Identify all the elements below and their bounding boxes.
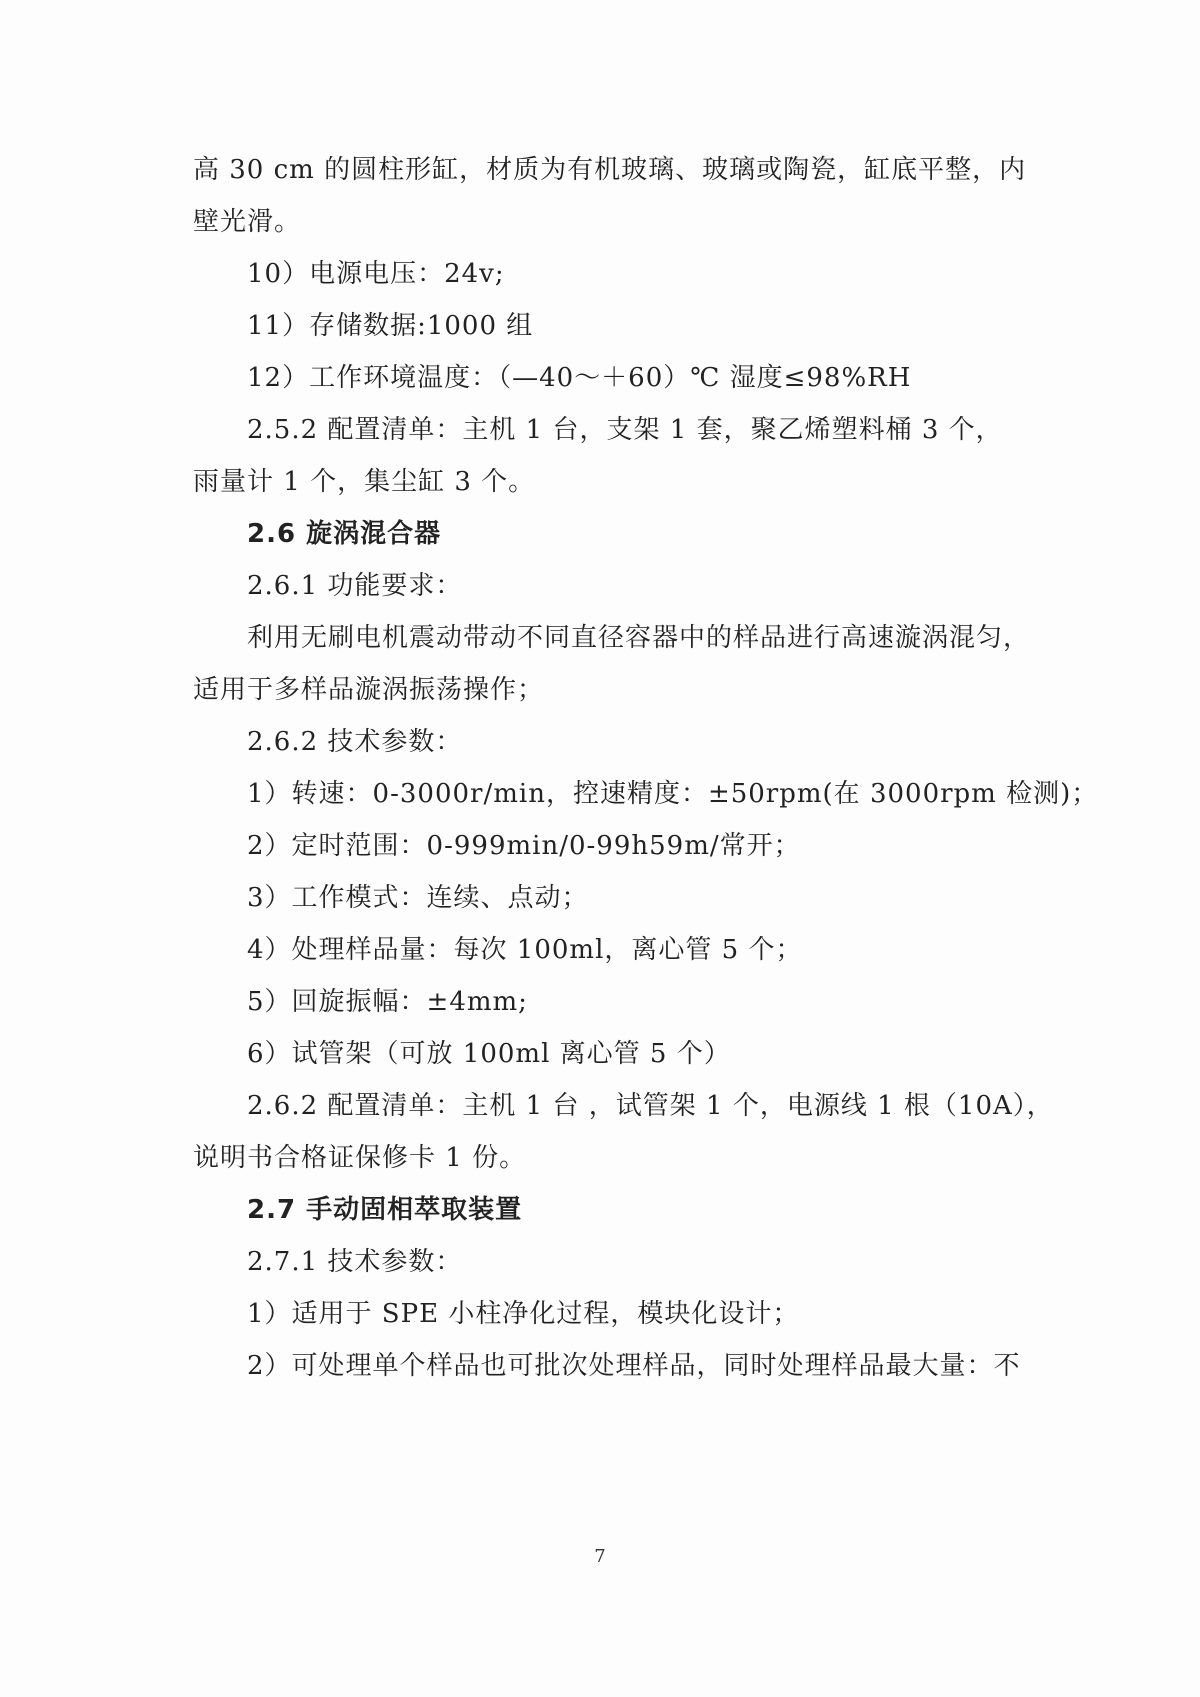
text-line: 10）电源电压：24v; bbox=[247, 259, 505, 289]
section-heading: 2.7 手动固相萃取装置 bbox=[247, 1195, 523, 1225]
text-line: 2）可处理单个样品也可批次处理样品，同时处理样品最大量：不 bbox=[247, 1351, 1021, 1381]
text-line: 壁光滑。 bbox=[193, 207, 302, 237]
text-line: 3）工作模式：连续、点动； bbox=[247, 883, 589, 913]
text-line: 雨量计 1 个，集尘缸 3 个。 bbox=[193, 467, 536, 497]
text-line: 高 30 cm 的圆柱形缸，材质为有机玻璃、玻璃或陶瓷，缸底平整，内 bbox=[193, 155, 1027, 185]
text-line: 适用于多样品漩涡振荡操作； bbox=[193, 675, 545, 705]
section-heading: 2.6 旋涡混合器 bbox=[247, 519, 442, 549]
text-line: 2.6.1 功能要求： bbox=[247, 571, 463, 601]
text-line: 11）存储数据:1000 组 bbox=[247, 311, 534, 341]
text-line: 2.5.2 配置清单：主机 1 台，支架 1 套，聚乙烯塑料桶 3 个， bbox=[247, 415, 1003, 445]
text-line: 2）定时范围：0-999min/0-99h59m/常开； bbox=[247, 831, 801, 861]
text-line: 说明书合格证保修卡 1 份。 bbox=[193, 1143, 527, 1173]
text-line: 6）试管架（可放 100ml 离心管 5 个） bbox=[247, 1039, 731, 1069]
text-line: 1）适用于 SPE 小柱净化过程，模块化设计； bbox=[247, 1299, 800, 1329]
text-line: 2.6.2 配置清单：主机 1 台 ，试管架 1 个，电源线 1 根（10A）， bbox=[247, 1091, 1054, 1121]
text-line: 4）处理样品量：每次 100ml，离心管 5 个； bbox=[247, 935, 803, 965]
text-line: 利用无刷电机震动带动不同直径容器中的样品进行高速漩涡混匀， bbox=[247, 623, 1031, 653]
text-line: 1）转速：0-3000r/min，控速精度：±50rpm(在 3000rpm 检测)； bbox=[247, 779, 1099, 809]
text-line: 2.6.2 技术参数： bbox=[247, 727, 463, 757]
text-line: 2.7.1 技术参数： bbox=[247, 1247, 463, 1277]
text-line: 12）工作环境温度：（—40～＋60）℃ 湿度≤98%RH bbox=[247, 363, 912, 393]
text-line: 5）回旋振幅：±4mm; bbox=[247, 987, 528, 1017]
page-number: 7 bbox=[594, 1546, 606, 1567]
